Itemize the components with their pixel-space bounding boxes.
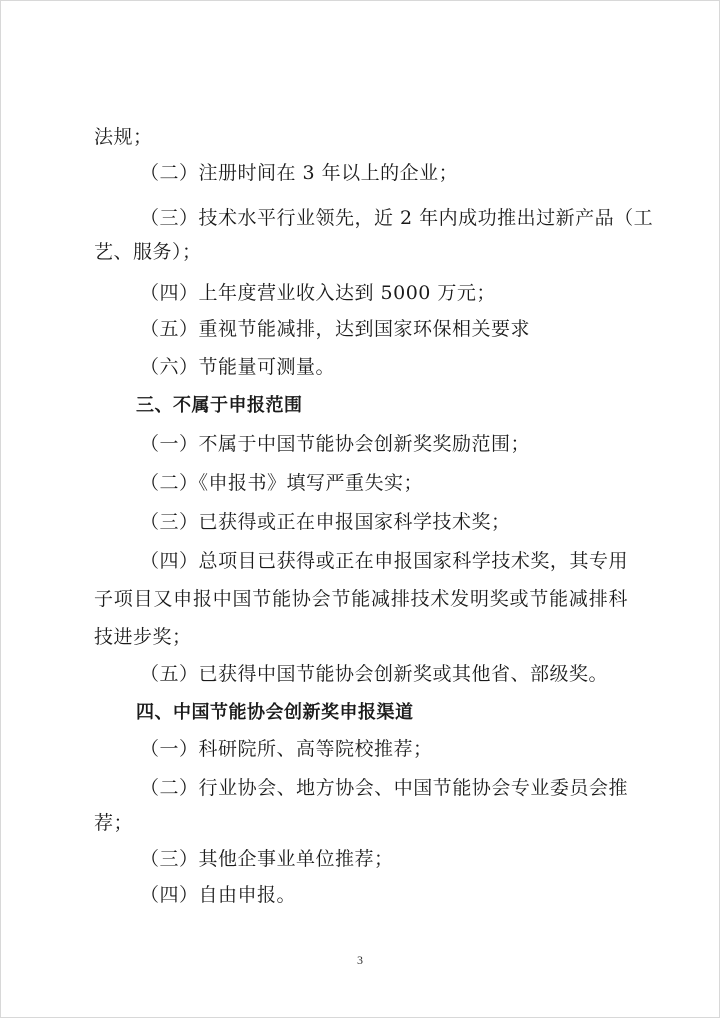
text-line: （三）其他企事业单位推荐；	[140, 848, 394, 870]
text-line: 子项目又申报中国节能协会节能减排技术发明奖或节能减排科	[94, 588, 628, 610]
text-line: （二）行业协会、地方协会、中国节能协会专业委员会推	[140, 777, 628, 799]
text-line: 技进步奖；	[94, 626, 192, 648]
text-line: 法规；	[94, 126, 153, 148]
text-line: （三）已获得或正在申报国家科学技术奖；	[140, 511, 511, 533]
text-line: （四）自由申报。	[140, 884, 297, 906]
text-line: （四）总项目已获得或正在申报国家科学技术奖，其专用	[140, 550, 628, 572]
page-number: 3	[357, 953, 363, 967]
text-line: 荐；	[94, 812, 134, 834]
text-line: （三）技术水平行业领先，近 2 年内成功推出过新产品（工	[140, 207, 654, 229]
section-heading: 三、不属于申报范围	[136, 395, 303, 416]
text-line: （六）节能量可测量。	[140, 356, 336, 378]
text-line: （五）已获得中国节能协会创新奖或其他省、部级奖。	[140, 663, 609, 685]
text-line: （一）不属于中国节能协会创新奖奖励范围；	[140, 433, 531, 455]
text-line: （二）《申报书》填写严重失实；	[140, 472, 424, 494]
section-heading: 四、中国节能协会创新奖申报渠道	[136, 702, 414, 723]
text-line: （二）注册时间在 3 年以上的企业；	[140, 162, 459, 184]
text-line: （四）上年度营业收入达到 5000 万元；	[140, 282, 496, 304]
text-line: （一）科研院所、高等院校推荐；	[140, 738, 433, 760]
text-line: （五）重视节能减排，达到国家环保相关要求	[140, 318, 531, 340]
text-line: 艺、服务）；	[94, 241, 202, 263]
